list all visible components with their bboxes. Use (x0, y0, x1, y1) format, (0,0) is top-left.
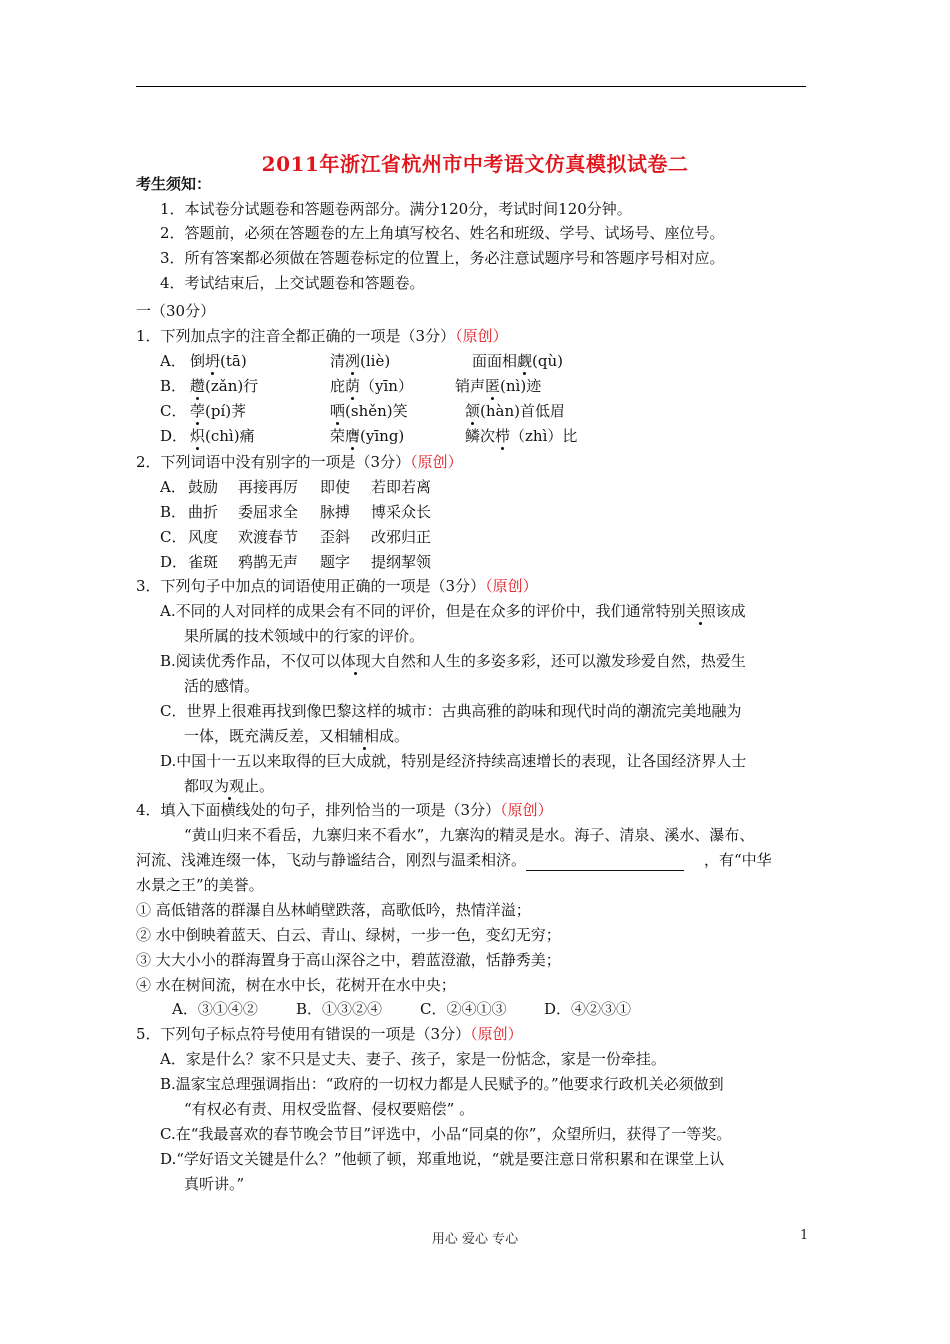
question-3-stem: 3．下列句子中加点的词语使用正确的一项是（3分）（原创） (136, 577, 538, 595)
answer-blank (526, 854, 684, 871)
notice-heading: 考生须知： (136, 175, 212, 193)
q1-option-d: D． 炽(chì)痛 荣膺(yīng) 鳞次栉（zhì）比 (160, 427, 578, 445)
q5-option-c: C.在“我最喜欢的春节晚会节目”评选中，小品“同桌的你”，众望所归，获得了一等奖。 (160, 1125, 732, 1143)
q4-passage-line: 水景之王”的美誉。 (136, 876, 264, 894)
q2-option-a: A． 鼓励 再接再厉 即使 若即若离 (160, 478, 432, 496)
section-heading: 一（30分） (136, 302, 216, 320)
q4-item: ④ 水在树间流，树在水中长，花树开在水中央； (136, 976, 456, 994)
question-1-stem: 1．下列加点字的注音全都正确的一项是（3分）（原创） (136, 327, 508, 345)
notice-item: 1．本试卷分试题卷和答题卷两部分。满分120分，考试时间120分钟。 (160, 200, 632, 218)
page-title: 2011年浙江省杭州市中考语文仿真模拟试卷二 (261, 152, 689, 176)
q1-option-b: B． 趱(zǎn)行 庇荫（yīn） 销声匿(nì)迹 (160, 377, 542, 395)
q1-option-c: C． 荸(pí)荠 哂(shěn)笑 颔(hàn)首低眉 (160, 402, 565, 420)
q3-option-d: D.中国十一五以来取得的巨大成就，特别是经济持续高速增长的表现，让各国经济界人士 (160, 752, 747, 770)
notice-item: 2．答题前，必须在答题卷的左上角填写校名、姓名和班级、学号、试场号、座位号。 (160, 224, 725, 242)
q5-option-a: A．家是什么？家不只是丈夫、妻子、孩子，家是一份惦念，家是一份牵挂。 (160, 1050, 666, 1068)
q3-option-b: B.阅读优秀作品，不仅可以体现大自然和人生的多姿多彩，还可以激发珍爱自然，热爱生 (160, 652, 746, 670)
q4-passage-line: 河流、浅滩连缀一体，飞动与静谧结合，刚烈与温柔相济。 ，有“中华 (136, 851, 772, 869)
q4-passage-line: “黄山归来不看岳，九寨归来不看水”，九寨沟的精灵是水。海子、清泉、溪水、瀑布、 (184, 826, 755, 844)
notice-item: 4．考试结束后，上交试题卷和答题卷。 (160, 274, 425, 292)
notice-item: 3．所有答案都必须做在答题卷标定的位置上，务必注意试题序号和答题序号相对应。 (160, 249, 725, 267)
header-rule (136, 86, 806, 87)
question-5-stem: 5．下列句子标点符号使用有错误的一项是（3分）（原创） (136, 1025, 523, 1043)
question-4-stem: 4．填入下面横线处的句子，排列恰当的一项是（3分）（原创） (136, 801, 553, 819)
q4-options: A．③①④② B．①③②④ C．②④①③ D．④②③① (172, 1000, 632, 1018)
page-number: 1 (800, 1228, 809, 1243)
q5-option-d-cont: 真听讲。” (184, 1175, 245, 1193)
question-2-stem: 2．下列词语中没有别字的一项是（3分）（原创） (136, 453, 463, 471)
q3-option-a: A.不同的人对同样的成果会有不同的评价，但是在众多的评价中，我们通常特别关照该成 (160, 602, 746, 620)
q5-option-d: D.“学好语文关键是什么？”他顿了顿，郑重地说，“就是要注意日常积累和在课堂上认 (160, 1150, 725, 1168)
q2-option-b: B． 曲折 委屈求全 脉搏 博采众长 (160, 503, 432, 521)
q5-option-b: B.温家宝总理强调指出：“政府的一切权力都是人民赋予的。”他要求行政机关必须做到 (160, 1075, 724, 1093)
q3-option-d-cont: 都叹为观止。 (184, 777, 275, 795)
q3-option-a-cont: 果所属的技术领域中的行家的评价。 (184, 627, 425, 645)
q4-item: ① 高低错落的群瀑自丛林峭壁跌落，高歌低吟，热情洋溢； (136, 901, 531, 919)
q4-item: ③ 大大小小的群海置身于高山深谷之中，碧蓝澄澈，恬静秀美； (136, 951, 561, 969)
q4-item: ② 水中倒映着蓝天、白云、青山、绿树，一步一色，变幻无穷； (136, 926, 561, 944)
q2-option-d: D． 雀斑 鸦鹊无声 题字 提纲挈领 (160, 553, 432, 571)
q3-option-c: C．世界上很难再找到像巴黎这样的城市：古典高雅的韵味和现代时尚的潮流完美地融为 (160, 702, 742, 720)
q2-option-c: C． 风度 欢渡春节 歪斜 改邪归正 (160, 528, 432, 546)
q1-option-a: A． 倒坍(tā) 清冽(liè) 面面相觑(qù) (160, 352, 563, 370)
q3-option-c-cont: 一体，既充满反差，又相辅相成。 (184, 727, 410, 745)
q5-option-b-cont: “有权必有责、用权受监督、侵权要赔偿” 。 (184, 1100, 475, 1118)
q3-option-b-cont: 活的感情。 (184, 677, 260, 695)
footer-text: 用心 爱心 专心 (431, 1232, 519, 1247)
